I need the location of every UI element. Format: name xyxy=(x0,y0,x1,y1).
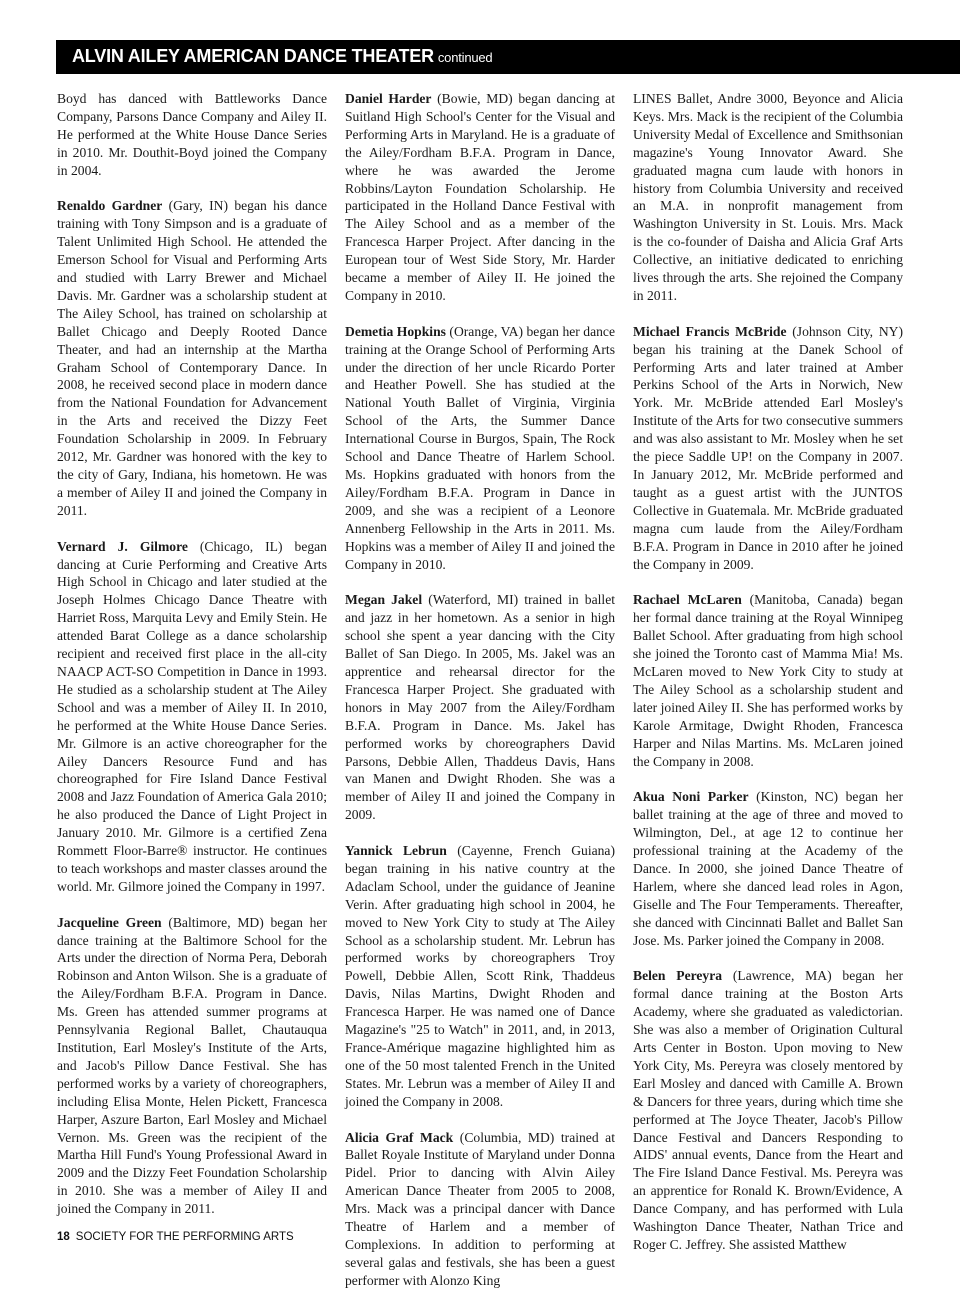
dancer-name: Alicia Graf Mack xyxy=(345,1129,454,1145)
bio-paragraph: Michael Francis McBride (Johnson City, NY) began his training at the Danek School of Performing Arts and later trained at Amber Perkins School of the Arts in Norwich, New York. Mr. McBride attended Earl Mosley's Institute of the Arts for two consecutive summers and was also assistant to Mr. Mosley when he set the piece Saddle UP! on the Company in 2007. In January 2012, Mr. McBride performed and taught as a guest artist with the JUNTOS Collective in Guatemala. Mr. McBride graduated magna cum laude from the Ailey/Fordham B.F.A. Program in Dance in 2010 after he joined the Company in 2009. xyxy=(633,323,903,572)
dancer-name: Jacqueline Green xyxy=(57,914,162,930)
publication-name: SOCIETY FOR THE PERFORMING ARTS xyxy=(75,1231,294,1243)
bio-paragraph: Akua Noni Parker (Kinston, NC) began her ballet training at the age of three and moved to Wilmington, Del., at age 12 to continue her professional training at the Academy of the Dance. In 2000, she joined Dance Theatre of Harlem, where she danced lead roles in Agon, Giselle and The Four Temperaments. Thereafter, she danced with Cincinnati Ballet and Ballet San Jose. Ms. Parker joined the Company in 2008. xyxy=(633,789,903,948)
section-header-bar xyxy=(56,40,960,74)
dancer-name: Akua Noni Parker xyxy=(633,789,749,805)
bio-paragraph: Daniel Harder (Bowie, MD) began dancing at Suitland High School's Center for the Visual and Performing Arts in Maryland. He is a graduate of the Ailey/Fordham B.F.A. Program in Dance, where he was awarded the Jerome Robbins/Layton Foundation Scholarship. He participated in the Holland Dance Festival with The Ailey School and as a member of the Francesca Harper Project. After dancing in the European tour of West Side Story, Mr. Harder became a member of Ailey II. He joined the Company in 2010. xyxy=(345,91,615,303)
dancer-name: Daniel Harder xyxy=(345,91,432,106)
dancer-name: Demetia Hopkins xyxy=(345,323,446,339)
text-column-2 xyxy=(345,90,615,1308)
bio-paragraph: Renaldo Gardner (Gary, IN) began his dance training with Tony Simpson and is a graduate of Talent Unlimited High School. He attended the Emerson School for Visual and Performing Arts and studied with Larry Brewer and Michael Davis. Mr. Gardner was a scholarship student at The Ailey School, has trained on scholarship at Ballet Chicago and Deeply Rooted Dance Theater, and had an internship at the Martha Graham School of Contemporary Dance. In 2008, he received second place in modern dance from the National Foundation for Advancement in the Arts and received the Dizzy Feet Foundation Scholarship in 2009. In February 2012, Mr. Gardner was honored with the key to the city of Gary, Indiana, his hometown. He was a member of Ailey II and joined the Company in 2011. xyxy=(57,198,327,518)
dancer-name: Vernard J. Gilmore xyxy=(57,538,188,554)
dancer-name: Renaldo Gardner xyxy=(57,198,163,214)
bio-paragraph: Rachael McLaren (Manitoba, Canada) began her formal dance training at the Royal Winnipeg Ballet School. After graduating from high school she joined the Toronto cast of Mamma Mia! Ms. McLaren moved to New York City to study at The Ailey School as a scholarship student and later joined Ailey II. She has performed works by Karole Armitage, Dwight Rhoden, Francesca Harper and Nilas Martins. Ms. McLaren joined the Company in 2008. xyxy=(633,592,903,769)
text-column-1 xyxy=(57,90,327,1236)
text-column-3 xyxy=(633,90,903,1272)
bio-paragraph: Demetia Hopkins (Orange, VA) began her dance training at the Orange School of Performing Arts under the direction of her uncle Ricardo Porter and Heather Powell. She has studied at the National Youth Ballet of Virginia, Virginia School of the Arts, the Summer Dance International Course in Burgos, Spain, The Rock School and Dance Theatre of Harlem School. Ms. Hopkins graduated with honors from the Ailey/Fordham B.F.A. Program in Dance in 2009, and she was a recipient of a Leonore Annenberg Fellowship in the Arts in 2011. Ms. Hopkins was a member of Ailey II and joined the Company in 2010. xyxy=(345,323,615,572)
bio-paragraph: Alicia Graf Mack (Columbia, MD) trained at Ballet Royale Institute of Maryland under Donna Pidel. Prior to dancing with Alvin Ailey American Dance Theater from 2005 to 2008, Mrs. Mack was a principal dancer with Dance Theatre of Harlem and a member of Complexions. In addition to performing at several galas and festivals, she has been a guest performer with Alonzo King xyxy=(345,1129,615,1288)
section-subtitle: continued xyxy=(437,50,493,65)
bio-paragraph: LINES Ballet, Andre 3000, Beyonce and Alicia Keys. Mrs. Mack is the recipient of the Columbia University Medal of Excellence and Smithsonian magazine's Young Innovator Award. She graduated magna cum laude with honors in history from Columbia University and received an M.A. in nonprofit management from Washington University in St. Louis. Mrs. Mack is the co-founder of Daisha and Alicia Graf Arts Collective, an initiative dedicated to enriching lives through the arts. She rejoined the Company in 2011. xyxy=(633,91,903,303)
bio-paragraph: Belen Pereyra (Lawrence, MA) began her formal dance training at the Boston Arts Academy, where she graduated as valedictorian. She was also a member of Origination Cultural Arts Center in Boston. Upon moving to New York City, Ms. Pereyra was closely mentored by Earl Mosley and danced with Camille A. Brown & Dancers for three years, during which time she performed at The Joyce Theater, Jacob's Pillow Dance Festival and Dancers Responding to AIDS' annual events, Dance from the Heart and The Fire Island Dance Festival. Ms. Pereyra was an apprentice for Ronald K. Brown/Evidence, A Dance Company, and has performed with Lula Washington Dance Theater, Nathan Trice and Roger C. Jeffrey. She assisted Matthew xyxy=(633,968,904,1252)
bio-paragraph: Yannick Lebrun (Cayenne, French Guiana) began training in his native country at the Adaclam School, under the guidance of Jeanine Verin. After graduating high school in 2004, he moved to New York City to study at The Ailey School as a scholarship student. Mr. Lebrun has performed works by choreographers Troy Powell, Debbie Allen, Scott Rink, Thaddeus Davis, Nilas Martins, Dwight Rhoden and Francesca Harper. He was named one of Dance Magazine's "25 to Watch" in 2011, and, in 2013, France-Amérique magazine highlighted him as one of the 50 most talented French in the United States. Mr. Lebrun was a member of Ailey II and joined the Company in 2008. xyxy=(345,843,615,1109)
page-number: 18 xyxy=(57,1231,70,1243)
dancer-name: Belen Pereyra xyxy=(633,968,723,984)
dancer-name: Rachael McLaren xyxy=(633,592,742,608)
bio-paragraph: Jacqueline Green (Baltimore, MD) began her dance training at the Baltimore School for the Arts under the direction of Norma Pera, Deborah Robinson and Anton Wilson. She is a graduate of the Ailey/Fordham B.F.A. Program in Dance. Ms. Green has attended summer programs at Pennsylvania Regional Ballet, Chautauqua Institution, Earl Mosley's Institute of the Arts, and Jacob's Pillow Dance Festival. She has performed works by a variety of choreographers, including Elisa Monte, Helen Pickett, Francesca Harper, Aszure Barton, Earl Mosley and Michael Vernon. Ms. Green was the recipient of the Martha Hill Fund's Young Professional Award in 2009 and the Dizzy Feet Foundation Scholarship in 2010. She was a member of Ailey II and joined the Company in 2011. xyxy=(57,914,327,1217)
bio-paragraph: Vernard J. Gilmore (Chicago, IL) began dancing at Curie Performing and Creative Arts High School in Chicago and later studied at the Joseph Holmes Chicago Dance Theatre with Harriet Ross, Marquita Levy and Emily Stein. He attended Barat College as a dance scholarship recipient and received first place in the all-city NAACP ACT-SO Competition in Dance in 1993. He studied as a scholarship student at The Ailey School and was a member of Ailey II. In 2010, he performed at the White House Dance Series. Mr. Gilmore is an active choreographer for the Ailey Dancers Resource Fund and has choreographed for Fire Island Dance Festival 2008 and Jazz Foundation of America Gala 2010; he also produced the Dance of Light Project in January 2010. Mr. Gilmore is a certified Zena Rommett Floor-Barre® instructor. He continues to teach workshops and master classes around the world. Mr. Gilmore joined the Company in 1997. xyxy=(57,538,327,894)
dancer-name: Michael Francis McBride xyxy=(633,323,787,339)
dancer-name: Yannick Lebrun xyxy=(345,843,447,859)
section-title xyxy=(72,46,492,67)
bio-paragraph: Boyd has danced with Battleworks Dance Company, Parsons Dance Company and Ailey II. He performed at the White House Dance Series in 2010. Mr. Douthit-Boyd joined the Company in 2004. xyxy=(57,91,327,178)
bio-paragraph: Megan Jakel (Waterford, MI) trained in ballet and jazz in her hometown. As a senior in high school she spent a year dancing with the City Ballet of San Diego. In 2005, Ms. Jakel was an apprentice and rehearsal director for the Francesca Harper Project. She graduated with honors in May 2007 from the Ailey/Fordham B.F.A. Program in Dance. Ms. Jakel has performed works by choreographers David Parsons, Debbie Allen, Thaddeus Davis, Hans van Manen and Dwight Rhoden. She was a member of Ailey II and joined the Company in 2009. xyxy=(345,592,616,823)
dancer-name: Megan Jakel xyxy=(345,592,423,608)
section-title-text: ALVIN AILEY AMERICAN DANCE THEATER xyxy=(72,46,434,66)
page-footer xyxy=(57,1231,294,1243)
